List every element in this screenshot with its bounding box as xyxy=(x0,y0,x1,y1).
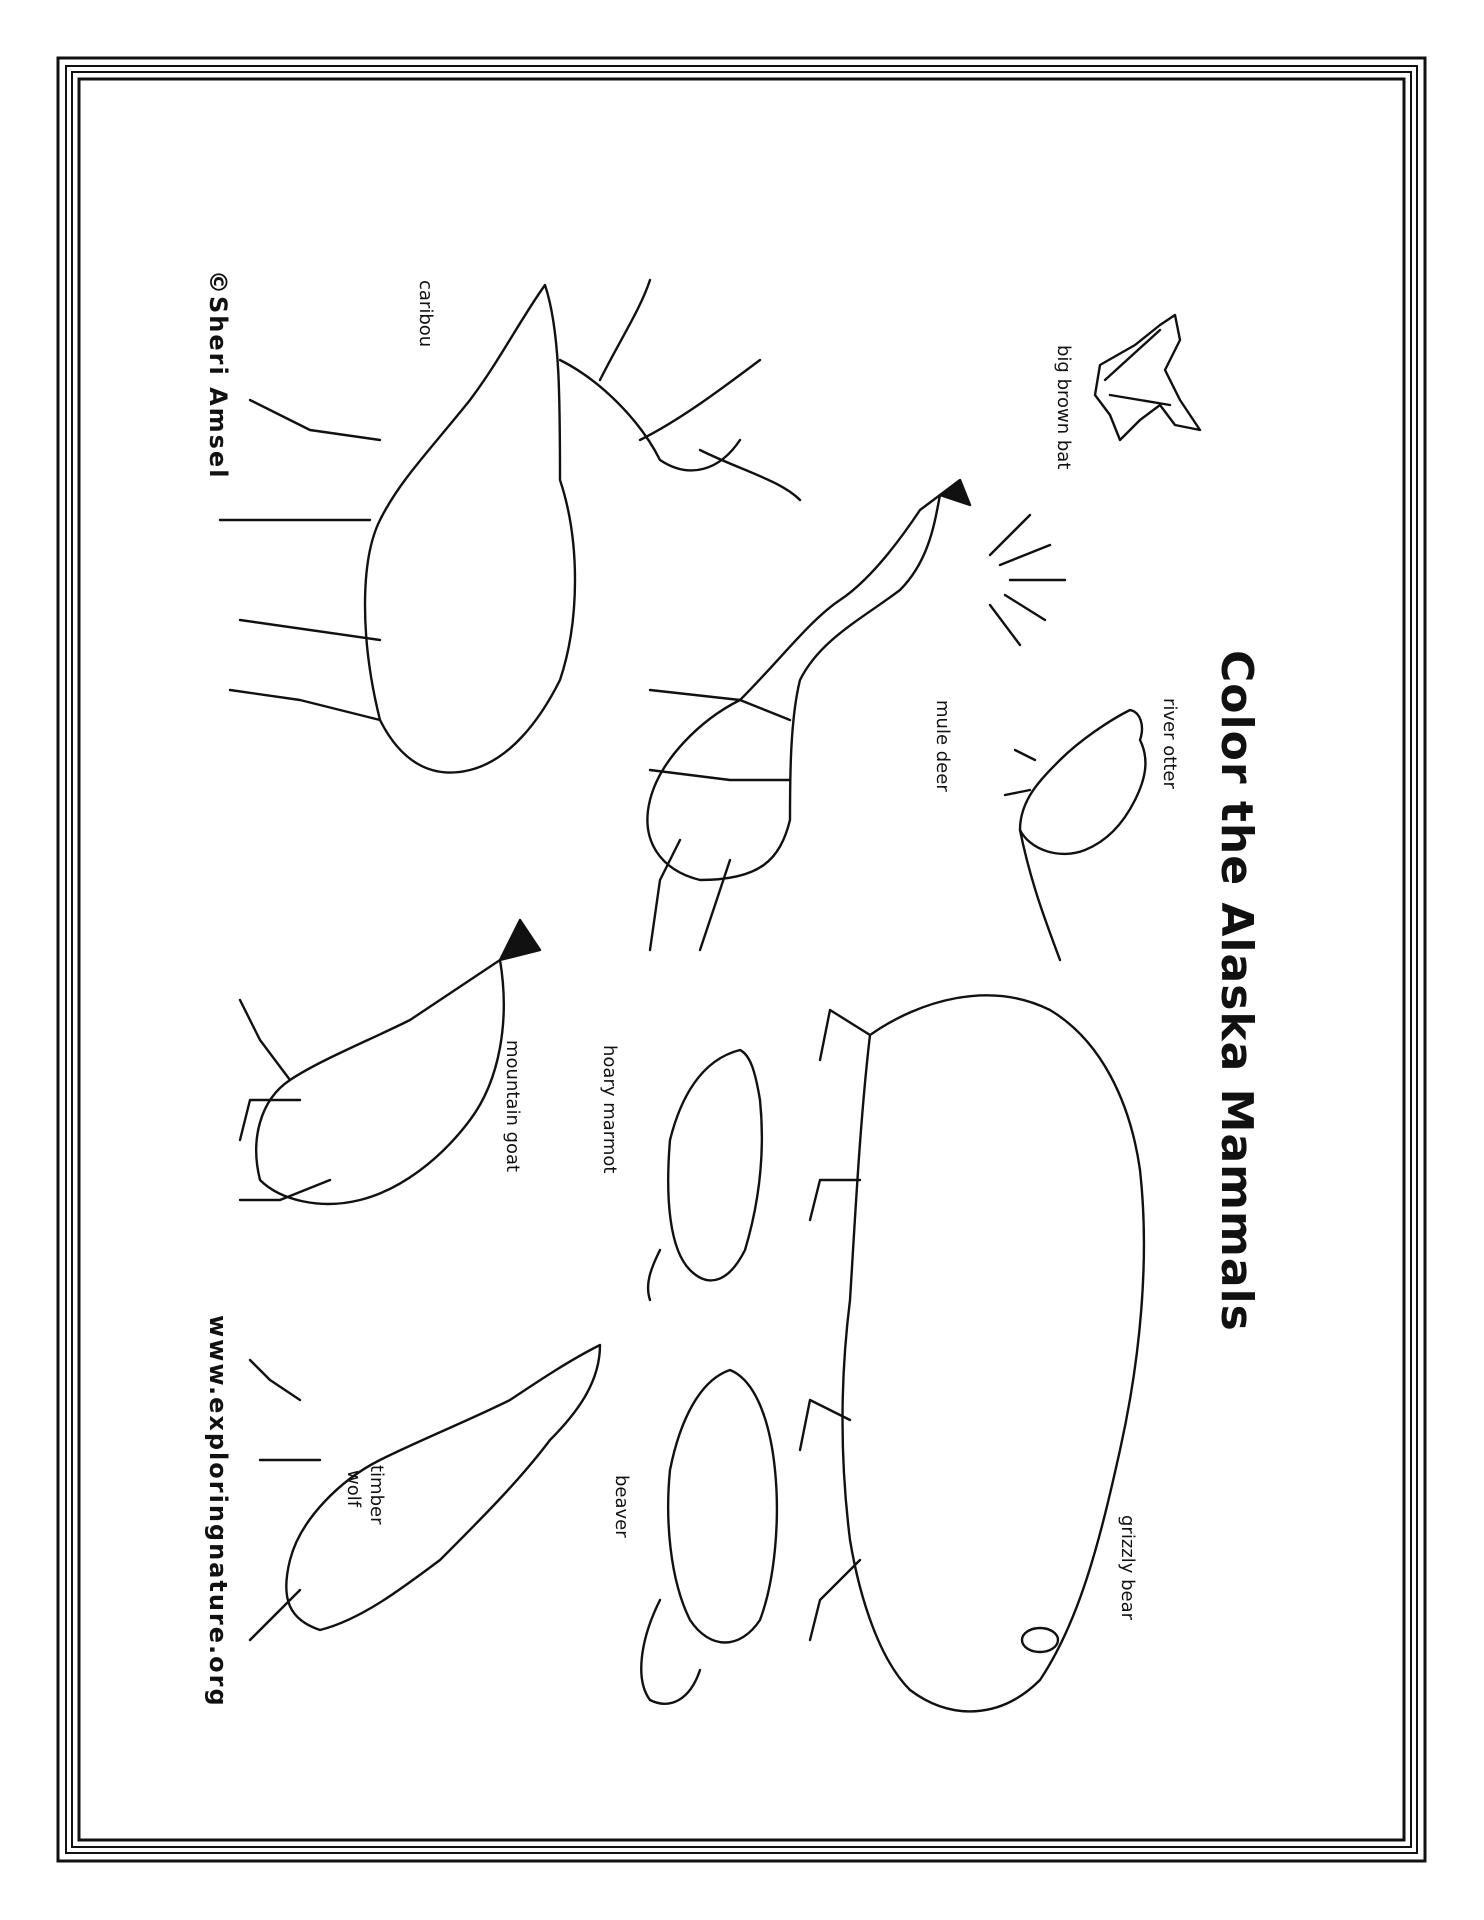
label-mule-deer: mule deer xyxy=(932,700,953,792)
website-url: www.exploringnature.org xyxy=(204,1315,232,1708)
page-title: Color the Alaska Mammals xyxy=(1211,650,1262,1332)
label-hoary-marmot: hoary marmot xyxy=(599,1045,620,1174)
otter-drawing xyxy=(1005,710,1145,960)
mountain-goat-drawing xyxy=(240,920,540,1204)
label-mountain-goat: mountain goat xyxy=(502,1040,523,1173)
grizzly-bear-drawing xyxy=(800,995,1144,1711)
mule-deer-drawing xyxy=(647,480,1065,950)
caribou-drawing xyxy=(220,280,800,773)
label-timber-wolf-line1: timber xyxy=(366,1465,387,1525)
label-beaver: beaver xyxy=(611,1475,632,1538)
label-river-otter: river otter xyxy=(1159,698,1180,789)
beaver-drawing xyxy=(641,1370,777,1704)
label-caribou: caribou xyxy=(415,280,436,348)
label-big-brown-bat: big brown bat xyxy=(1053,345,1074,470)
label-grizzly-bear: grizzly bear xyxy=(1117,1515,1138,1621)
label-timber-wolf-line2: wolf xyxy=(343,1470,364,1508)
timber-wolf-drawing xyxy=(250,1345,600,1640)
bat-drawing xyxy=(1095,315,1200,440)
marmot-drawing xyxy=(648,1050,762,1300)
copyright-text: ©Sheri Amsel xyxy=(204,270,232,480)
